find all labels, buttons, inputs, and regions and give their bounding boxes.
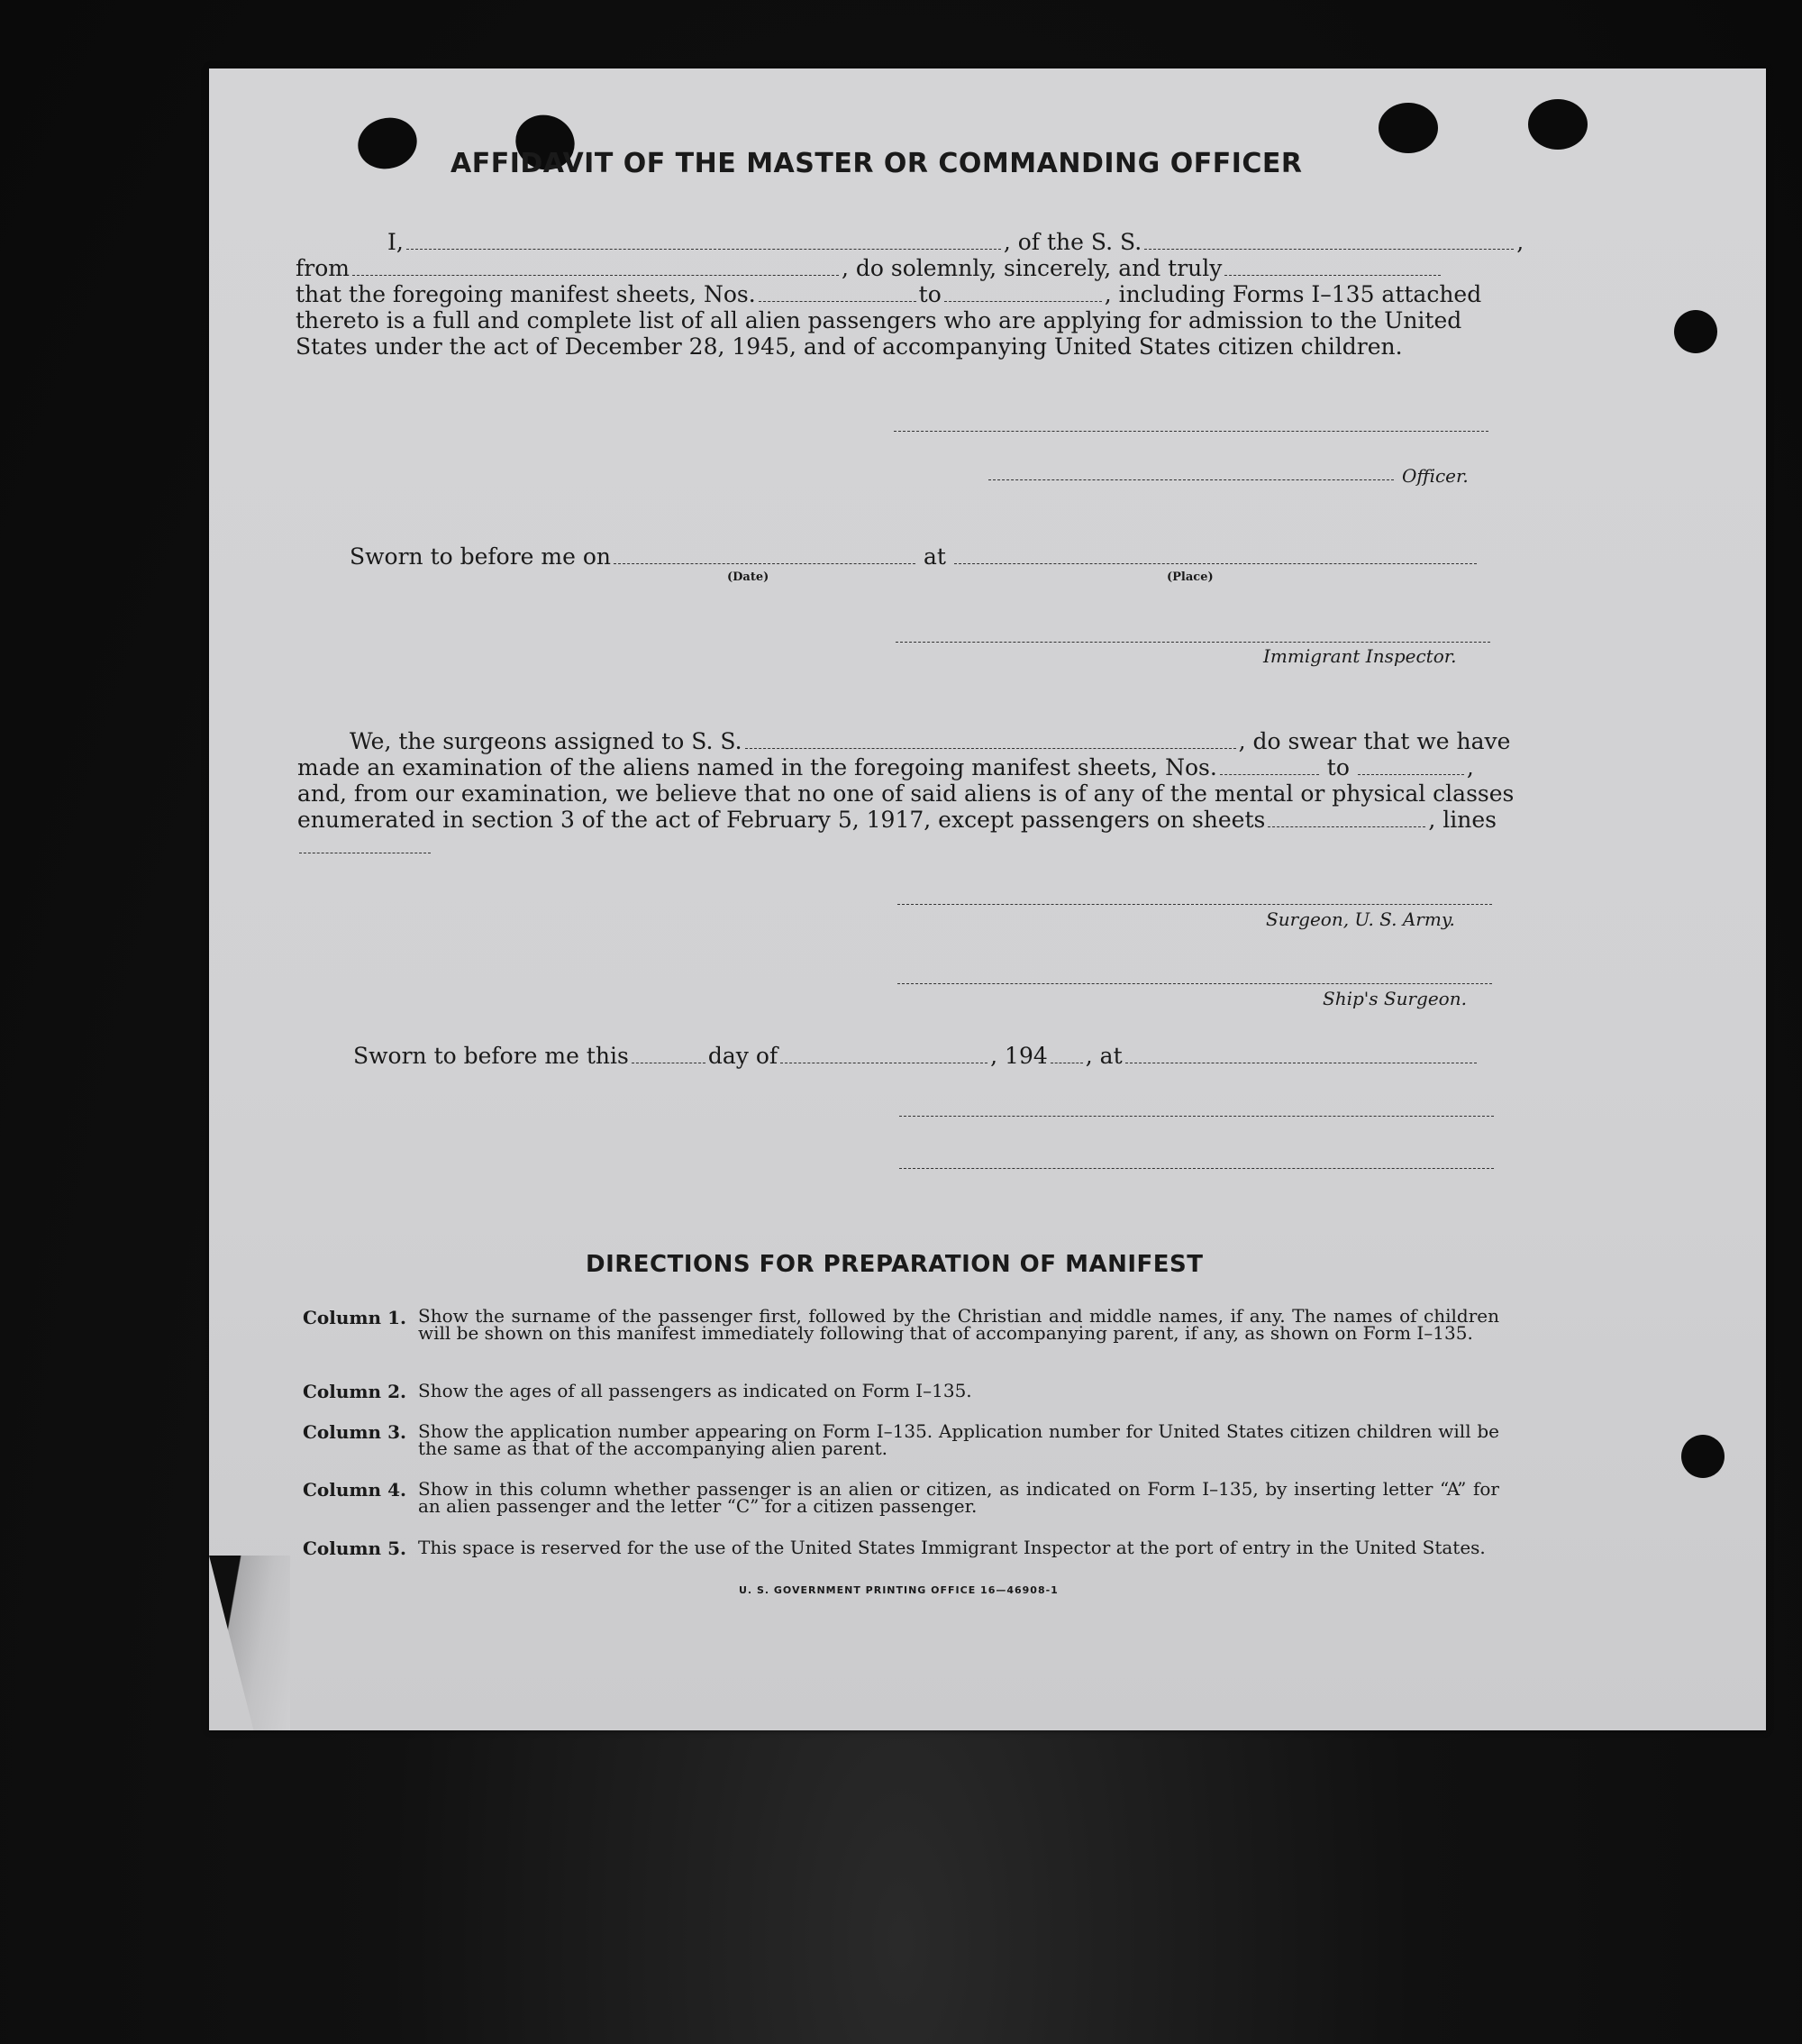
- text-manifest-sheets: that the foregoing manifest sheets, Nos.: [296, 281, 756, 307]
- column-1-text: Show the surname of the passenger first, followed by the Christian and middle names, if any. The names of children will be shown on this manifest immediately following that of accompanying parent, if any, as shown on Form I–135.: [418, 1305, 1499, 1344]
- text-lines: , lines: [1428, 807, 1497, 833]
- sworn-line-2: [353, 1043, 1479, 1070]
- army-surgeon-label: Surgeon, U. S. Army.: [1266, 908, 1455, 930]
- oath-field[interactable]: [1224, 257, 1441, 276]
- column-5-text: This space is reserved for the use of the United States Immigrant Inspector at the port of entry in the United States.: [418, 1537, 1486, 1558]
- text-from: from: [296, 255, 350, 281]
- sheets-to-field[interactable]: [944, 283, 1102, 302]
- sworn-place-field[interactable]: [954, 545, 1477, 564]
- directions-title: DIRECTIONS FOR PREPARATION OF MANIFEST: [586, 1251, 1204, 1278]
- text-sworn-this: Sworn to before me this: [353, 1043, 629, 1069]
- text-including-forms: , including Forms I–135 attached: [1104, 281, 1482, 307]
- inspector-label: Immigrant Inspector.: [1263, 645, 1457, 667]
- form-page: [209, 68, 1766, 1730]
- text-i: I,: [387, 229, 404, 255]
- except-sheets-field[interactable]: [1268, 808, 1425, 827]
- sworn-signature-line-2[interactable]: [899, 1168, 1494, 1169]
- sworn-date-field[interactable]: [614, 545, 915, 564]
- sworn-month-field[interactable]: [780, 1045, 987, 1063]
- punch-hole: [1674, 310, 1717, 353]
- column-1-label: Column 1.: [303, 1307, 406, 1328]
- sworn-at-field[interactable]: [1125, 1045, 1477, 1063]
- text-surgeons-assigned: We, the surgeons assigned to S. S.: [350, 728, 742, 754]
- text-comma: ,: [1516, 229, 1524, 255]
- inspector-signature-line[interactable]: [896, 642, 1490, 643]
- ship-surgeon-signature-line[interactable]: [897, 983, 1492, 984]
- folded-corner: [209, 1556, 290, 1730]
- printer-imprint: U. S. GOVERNMENT PRINTING OFFICE 16—46908-1: [739, 1584, 1059, 1596]
- text-sworn-on: Sworn to before me on: [350, 543, 612, 570]
- sworn-year-field[interactable]: [1051, 1045, 1083, 1063]
- text-year-prefix: , 194: [990, 1043, 1048, 1069]
- punch-hole: [1379, 103, 1438, 153]
- surgeon-ship-field[interactable]: [745, 730, 1236, 749]
- sheets-from-field[interactable]: [759, 283, 916, 302]
- text-to: to: [918, 281, 942, 307]
- surgeons-line-3: and, from our examination, we believe that no one of said aliens is of any of the mental or physical classes: [297, 780, 1515, 807]
- text-at: at: [924, 543, 946, 570]
- text-to: to: [1326, 754, 1350, 780]
- text-examination: made an examination of the aliens named in the foregoing manifest sheets, Nos.: [297, 754, 1217, 780]
- date-caption: (Date): [727, 570, 769, 584]
- affidavit-line-3: [296, 281, 1481, 308]
- text-solemnly: , do solemnly, sincerely, and truly: [841, 255, 1223, 281]
- ship-surgeon-label: Ship's Surgeon.: [1323, 988, 1467, 1009]
- affidavit-line-1: [342, 229, 1524, 256]
- officer-label: Officer.: [1402, 465, 1469, 487]
- column-4-label: Column 4.: [303, 1479, 406, 1501]
- column-2-text: Show the ages of all passengers as indicated on Form I–135.: [418, 1380, 972, 1401]
- surgeons-line-2: [297, 754, 1474, 781]
- text-enumerated: enumerated in section 3 of the act of February 5, 1917, except passengers on sheets: [297, 807, 1266, 833]
- surgeons-line-4: [297, 807, 1497, 834]
- affidavit-title: AFFIDAVIT OF THE MASTER OR COMMANDING OFFICER: [450, 148, 1303, 179]
- ship-name-field[interactable]: [1144, 231, 1514, 250]
- officer-signature-line-2[interactable]: [988, 479, 1394, 480]
- affidavit-line-2: [296, 255, 1443, 282]
- army-surgeon-signature-line[interactable]: [897, 904, 1492, 905]
- punch-hole: [1528, 99, 1588, 150]
- affidavit-line-4: thereto is a full and complete list of all alien passengers who are applying for admission to the United: [296, 307, 1462, 333]
- column-3-text: Show the application number appearing on Form I–135. Application number for United States citizen children will be the same as that of the accompanying alien parent.: [418, 1420, 1499, 1459]
- text-do-swear: , do swear that we have: [1238, 728, 1511, 754]
- place-caption: (Place): [1167, 570, 1214, 584]
- sworn-signature-line-1[interactable]: [899, 1116, 1494, 1117]
- text-day-of: day of: [707, 1043, 778, 1069]
- exam-sheets-from-field[interactable]: [1220, 756, 1319, 775]
- text-comma: ,: [1466, 754, 1474, 780]
- sworn-day-field[interactable]: [632, 1045, 705, 1063]
- master-name-field[interactable]: [406, 231, 1001, 250]
- punch-hole: [352, 111, 423, 175]
- text-of-ss: , of the S. S.: [1003, 229, 1142, 255]
- sworn-line-1: [350, 543, 1479, 570]
- punch-hole: [1681, 1435, 1725, 1478]
- from-port-field[interactable]: [352, 257, 839, 276]
- column-2-label: Column 2.: [303, 1381, 406, 1402]
- text-at: , at: [1085, 1043, 1123, 1069]
- exam-sheets-to-field[interactable]: [1358, 756, 1464, 775]
- column-4-text: Show in this column whether passenger is an alien or citizen, as indicated on Form I–135, by inserting letter “A” for an alien passenger and the letter “C” for a citizen passenger.: [418, 1478, 1499, 1517]
- column-3-label: Column 3.: [303, 1421, 406, 1443]
- column-5-label: Column 5.: [303, 1538, 406, 1559]
- affidavit-line-5: States under the act of December 28, 1945, and of accompanying United States citizen children.: [296, 333, 1403, 360]
- officer-signature-line-1[interactable]: [894, 431, 1488, 432]
- surgeons-line-1: [350, 728, 1510, 755]
